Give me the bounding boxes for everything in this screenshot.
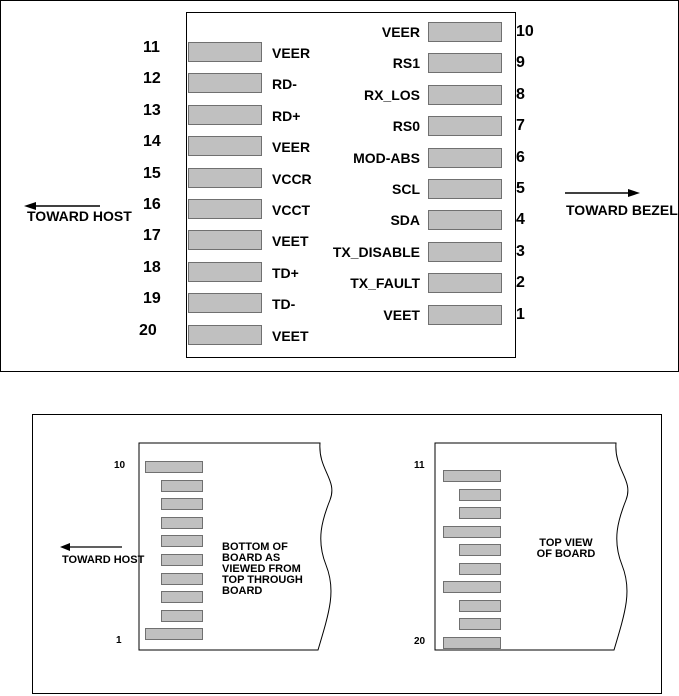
pin-label: RX_LOS (363, 86, 420, 103)
pin-number: 14 (143, 133, 161, 151)
pin-number: 6 (516, 148, 525, 166)
small-toward-host-text: TOWARD HOST (62, 554, 145, 566)
pin-number: 12 (143, 70, 161, 88)
board-pad (459, 489, 501, 501)
board-pad (161, 480, 203, 492)
pin-label: MOD-ABS (353, 149, 420, 166)
pin-number: 15 (143, 164, 161, 182)
pin-number: 4 (516, 211, 525, 229)
toward-bezel-label (566, 202, 678, 219)
board-pad (145, 628, 203, 640)
pin-label: RD+ (272, 107, 301, 124)
pin-label: VEET (272, 233, 309, 250)
pin-number: 17 (143, 227, 161, 245)
board-pad (443, 581, 501, 593)
pin-label: TD- (272, 296, 296, 313)
left-board-bottom-num: 1 (116, 635, 122, 646)
toward-host-text: TOWARD HOST (27, 208, 132, 224)
pin-number: 16 (143, 196, 161, 213)
pin-label: TX_FAULT (350, 275, 420, 292)
board-pad (459, 618, 501, 630)
right-board-top-num: 11 (414, 460, 425, 471)
right-board-caption (526, 538, 606, 560)
toward-bezel-arrow-icon (565, 189, 640, 197)
pin-label: VEER (272, 139, 311, 156)
right-caption-line: OF BOARD (536, 548, 596, 560)
left-board-caption (222, 542, 322, 597)
board-pad (161, 517, 203, 529)
board-pad (443, 470, 501, 482)
board-pad (459, 600, 501, 612)
board-pad (443, 526, 501, 538)
board-pad (161, 591, 203, 603)
pin-number: 7 (516, 117, 525, 135)
pin-number: 13 (143, 101, 161, 119)
board-pad (459, 507, 501, 519)
pin-label: RS0 (392, 118, 420, 135)
left-caption-line: VIEWED FROM (222, 563, 301, 575)
pin-number: 19 (143, 290, 161, 308)
board-pad (161, 498, 203, 510)
board-pad (145, 461, 203, 473)
pin-number: 2 (516, 274, 525, 292)
pin-label: RD- (272, 76, 297, 93)
pin-label: VCCT (272, 202, 311, 218)
pin-label: SDA (390, 212, 420, 229)
pin-number: 5 (516, 180, 525, 197)
board-pad (161, 573, 203, 585)
toward-host-label (27, 208, 132, 225)
pin-number: 9 (516, 54, 525, 72)
board-pad (459, 544, 501, 556)
left-caption-line: TOP THROUGH (222, 574, 303, 586)
left-board-top-num: 10 (114, 460, 126, 471)
right-board-bottom-num: 20 (414, 636, 426, 647)
left-caption-line: BOARD AS (222, 552, 281, 564)
board-pad (161, 610, 203, 622)
pin-label: TX_DISABLE (332, 243, 420, 260)
pin-label: TD+ (272, 264, 299, 281)
toward-bezel-text: TOWARD BEZEL (566, 202, 678, 218)
pin-label: SCL (392, 181, 420, 197)
board-pad (443, 637, 501, 649)
left-caption-line: BOTTOM OF (222, 541, 288, 553)
pin-label: VEET (383, 306, 420, 323)
pin-number: 20 (139, 321, 157, 339)
pin-number: 3 (516, 242, 525, 260)
pin-number: 10 (516, 23, 534, 40)
pin-label: RS1 (392, 55, 420, 72)
right-caption-line: TOP VIEW (539, 537, 593, 549)
pin-number: 11 (143, 39, 160, 56)
board-pad (161, 554, 203, 566)
board-pad (161, 535, 203, 547)
pin-label: VEER (381, 24, 420, 40)
pin-number: 18 (143, 258, 161, 276)
pin-number: 1 (516, 305, 525, 323)
board-pad (459, 563, 501, 575)
pin-label: VEER (272, 45, 311, 61)
pin-number: 8 (516, 85, 525, 103)
pin-label: VEET (272, 327, 309, 344)
left-caption-line: BOARD (222, 585, 263, 597)
small-toward-host-label (62, 550, 144, 569)
pin-label: VCCR (272, 170, 312, 187)
